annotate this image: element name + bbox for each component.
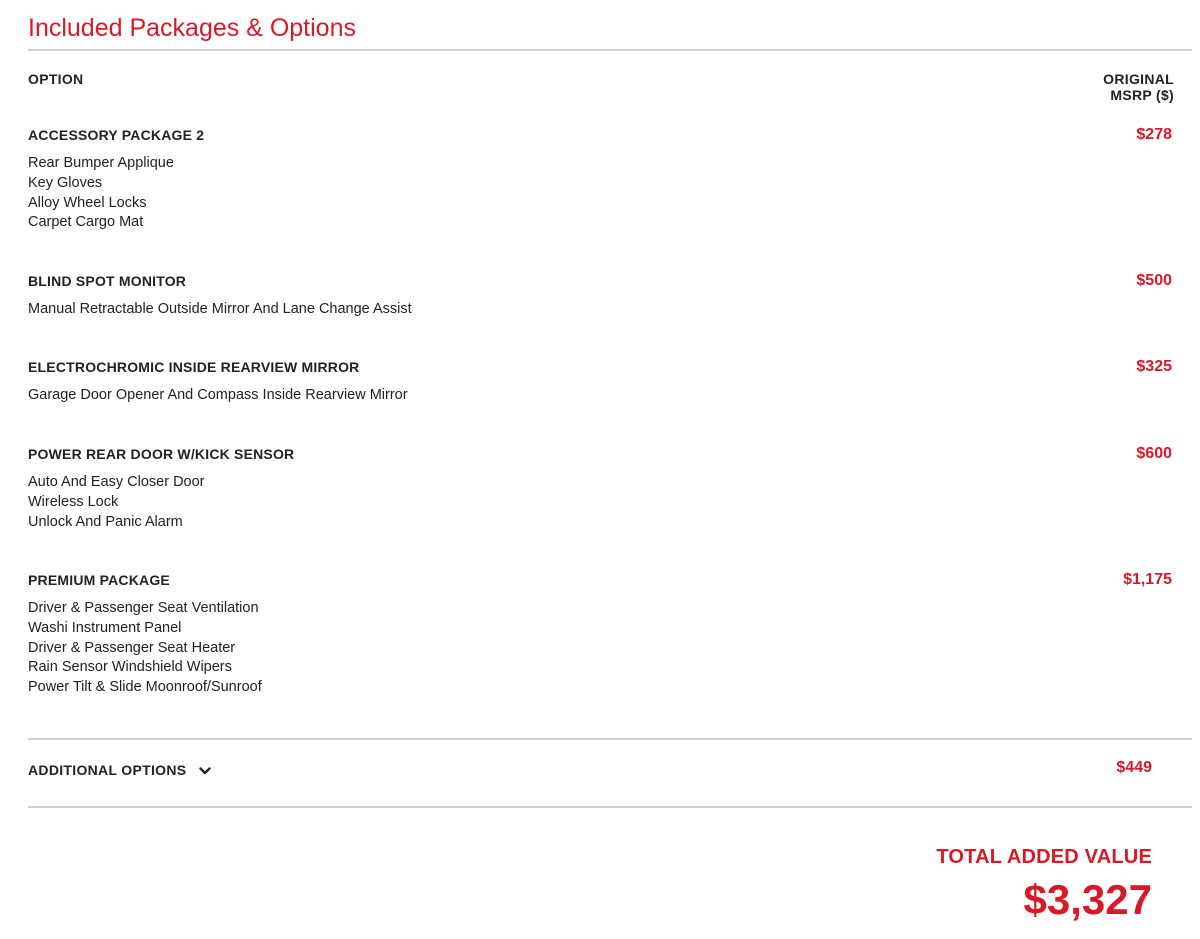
package-item: Washi Instrument Panel xyxy=(28,619,182,636)
page-title: Included Packages & Options xyxy=(28,14,356,42)
additional-options-toggle[interactable] xyxy=(28,762,212,778)
package-item: Garage Door Opener And Compass Inside Rearview Mirror xyxy=(28,387,408,403)
package-name: ELECTROCHROMIC INSIDE REARVIEW MIRROR xyxy=(28,359,360,375)
package-items xyxy=(28,386,1172,406)
package-item: Rear Bumper Applique xyxy=(28,155,174,171)
package-item: Auto And Easy Closer Door xyxy=(28,474,205,490)
package-price: $500 xyxy=(1136,272,1172,289)
msrp-column-header xyxy=(1103,71,1174,103)
additional-options-price: $449 xyxy=(1116,759,1152,776)
package-item: Unlock And Panic Alarm xyxy=(28,513,183,530)
package-items xyxy=(28,154,1172,233)
total-added-value-label: TOTAL ADDED VALUE xyxy=(936,846,1152,868)
package-price: $325 xyxy=(1136,358,1172,375)
additional-options-top-divider xyxy=(28,738,1192,740)
msrp-header-line1: ORIGINAL xyxy=(1103,71,1174,87)
package-item: Key Gloves xyxy=(28,174,103,191)
package-item: Wireless Lock xyxy=(28,493,119,510)
package-name: POWER REAR DOOR W/KICK SENSOR xyxy=(28,446,295,462)
package-item: Driver & Passenger Seat Ventilation xyxy=(28,600,259,616)
package-premium-package xyxy=(28,571,1172,698)
package-price: $1,175 xyxy=(1123,571,1172,588)
chevron-down-icon[interactable] xyxy=(198,764,212,778)
package-blind-spot-monitor xyxy=(28,272,1172,320)
package-item: Manual Retractable Outside Mirror And Lane Change Assist xyxy=(28,301,412,317)
additional-options-label: ADDITIONAL OPTIONS xyxy=(28,762,187,778)
package-name: BLIND SPOT MONITOR xyxy=(28,273,187,289)
package-item: Driver & Passenger Seat Heater xyxy=(28,639,236,656)
package-items xyxy=(28,599,1172,698)
package-items xyxy=(28,473,1172,532)
package-price: $278 xyxy=(1136,126,1172,143)
package-item: Carpet Cargo Mat xyxy=(28,214,144,231)
additional-options-bottom-divider xyxy=(28,806,1192,808)
msrp-header-line2: MSRP ($) xyxy=(1110,87,1174,103)
package-electrochromic-mirror xyxy=(28,358,1172,406)
package-power-rear-door xyxy=(28,445,1172,532)
package-item: Alloy Wheel Locks xyxy=(28,194,147,211)
option-column-header: OPTION xyxy=(28,71,84,87)
package-item: Rain Sensor Windshield Wipers xyxy=(28,659,232,676)
package-item: Power Tilt & Slide Moonroof/Sunroof xyxy=(28,679,262,696)
package-items xyxy=(28,300,1172,320)
package-name: ACCESSORY PACKAGE 2 xyxy=(28,127,205,143)
total-added-value: $3,327 xyxy=(1023,876,1152,923)
title-divider xyxy=(28,49,1192,51)
package-name: PREMIUM PACKAGE xyxy=(28,572,170,588)
package-price: $600 xyxy=(1136,445,1172,462)
package-accessory-package-2 xyxy=(28,126,1172,233)
